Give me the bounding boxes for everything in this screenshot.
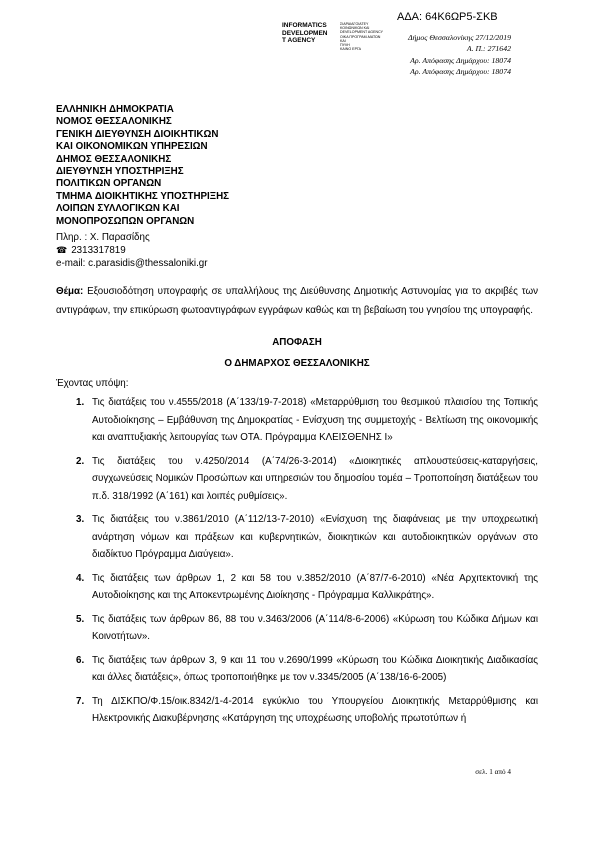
- list-item: [56, 453, 538, 506]
- list-item: [56, 511, 538, 564]
- item-text: Τις διατάξεις των άρθρων 3, 9 και 11 του ν.2690/1999 «Κύρωση του Κώδικα Διοικητικής Διαδικασίας και άλλες διατάξεις», όπως τροποποιήθηκε με τον ν.3345/2005 (Α΄138/16-6-2005): [92, 654, 538, 683]
- item-text: Τις διατάξεις του ν.4555/2018 (Α΄133/19-7-2018) «Μεταρρύθμιση του θεσμικού πλαισίου της Τοπικής Αυτοδιοίκησης – Εμβάθυνση της Δημοκρατίας - Ενίσχυση της συμμετοχής - Βελτίωση της οικονομικής και αναπτυξιακής λειτουργίας των ΟΤΑ. Πρόγραμμα ΚΛΕΙΣΘΕΝΗΣ Ι»: [92, 397, 538, 443]
- document-meta: [408, 32, 511, 78]
- list-item: [56, 652, 538, 687]
- page-number: σελ. 1 από 4: [475, 768, 511, 776]
- item-text: Τις διατάξεις των άρθρων 1, 2 και 58 του ν.3852/2010 (Α΄87/7-6-2010) «Νέα Αρχιτεκτονική της Αυτοδιοίκησης και της Αποκεντρωμένης Διοίκησης - Πρόγραμμα Καλλικράτης».: [92, 572, 538, 601]
- issuer-line: ΔΗΜΟΣ ΘΕΣΣΑΛΟΝΙΚΗΣ: [56, 153, 172, 165]
- item-text: Τις διατάξεις του ν.4250/2014 (Α΄74/26-3-2014) «Διοικητικές απλουστεύσεις-καταργήσεις, συγχωνεύσεις Νομικών Προσώπων και υπηρεσιών του δημοσίου τομέα – Τροποποίηση διατάξεων του π.δ. 318/1992 (Α΄161) και λοιπές ρυθμίσεις».: [92, 455, 538, 502]
- logo-small-line: ΚΑΙ: [340, 38, 346, 43]
- item-number: 3.: [76, 514, 85, 525]
- contact-block: [56, 232, 208, 270]
- logo-small-line: ΠΥΛΗ: [340, 43, 350, 48]
- list-item: [56, 570, 538, 605]
- issuer-line: ΜΟΝΟΠΡΟΣΩΠΩΝ ΟΡΓΑΝΩΝ: [56, 215, 195, 227]
- phone-number: 2313317819: [71, 245, 126, 257]
- phone-icon: ☎: [56, 245, 68, 256]
- subject-text: Εξουσιοδότηση υπογραφής σε υπαλλήλους της Διεύθυνσης Δημοτικής Αστυνομίας για το ακριβές των αντιγράφων, την επικύρωση φωτοαντιγράφων εγγράφων καθώς και τη βεβαίωση του γνησίου της υπογραφής.: [56, 286, 538, 316]
- having-considered: Έχοντας υπόψη:: [56, 378, 129, 389]
- contact-phone: [56, 244, 208, 257]
- item-text: Τις διατάξεις του ν.3861/2010 (Α΄112/13-7-2010) «Ενίσχυση της διαφάνειας με την υποχρεωτική ανάρτηση νόμων και πράξεων και κυβερνητικών, διοικητικών και αυτοδιοικητικών οργάνων στο διαδίκτυο Πρόγραμμα Διαύγεια».: [92, 514, 538, 560]
- list-item: [56, 394, 538, 447]
- issuer-block: [56, 104, 229, 228]
- contact-email: e-mail: c.parasidis@thessaloniki.gr: [56, 257, 208, 269]
- logo-small-line: ΟΙΚΑ ΠΡΟΓΡΑΜ-ΜΑΤΩΝ: [340, 34, 381, 39]
- meta-decision-number: Αρ. Απόφασης Δημάρχου: 18074: [410, 67, 511, 77]
- logo-small-line: DEVELOPMENT AGENCY: [340, 30, 384, 35]
- logo-small-line: ΣΙΑΡΑΙΑΓΟΙΑΤΕΥ: [340, 22, 369, 26]
- logo-line: INFORMATICS: [282, 22, 327, 29]
- considerations-list: [56, 394, 538, 734]
- subject-paragraph: [56, 282, 538, 320]
- agency-logo: [282, 22, 328, 45]
- item-number: 7.: [76, 695, 85, 707]
- list-item: [56, 611, 538, 646]
- logo-small-line: ΚΟΙΝΩΝΙΚΩΝ ΚΑΙ: [340, 26, 370, 31]
- logo-small-text: [340, 22, 386, 51]
- list-item: [56, 693, 538, 728]
- item-text: Τη ΔΙΣΚΠΟ/Φ.15/οικ.8342/1-4-2014 εγκύκλιο του Υπουργείου Διοικητικής Μεταρρύθμισης και Ηλεκτρονικής Διακυβέρνησης «Κατάργηση της υποχρέωσης υποβολής πρωτοτύπων ή: [92, 695, 538, 724]
- issuer-line: ΠΟΛΙΤΙΚΩΝ ΟΡΓΑΝΩΝ: [56, 178, 162, 190]
- decision-title: ΑΠΟΦΑΣΗ: [272, 337, 322, 348]
- issuer-line: ΝΟΜΟΣ ΘΕΣΣΑΛΟΝΙΚΗΣ: [56, 116, 172, 128]
- logo-line: T AGENCY: [282, 37, 316, 45]
- issuer-line: ΛΟΙΠΩΝ ΣΥΛΛΟΓΙΚΩΝ ΚΑΙ: [56, 203, 180, 215]
- mayor-title: Ο ΔΗΜΑΡΧΟΣ ΘΕΣΣΑΛΟΝΙΚΗΣ: [224, 358, 370, 369]
- issuer-line: ΕΛΛΗΝΙΚΗ ΔΗΜΟΚΡΑΤΙΑ: [56, 104, 174, 115]
- issuer-line: ΚΑΙ ΟΙΚΟΝΟΜΙΚΩΝ ΥΠΗΡΕΣΙΩΝ: [56, 141, 208, 153]
- issuer-line: ΔΙΕΥΘΥΝΣΗ ΥΠΟΣΤΗΡΙΞΗΣ: [56, 166, 184, 178]
- item-text: Τις διατάξεις των άρθρων 86, 88 του ν.3463/2006 (Α΄114/8-6-2006) «Κύρωση του Κώδικα Δήμων και Κοινοτήτων».: [92, 613, 538, 642]
- contact-info: Πληρ. : Χ. Παρασίδης: [56, 232, 150, 243]
- logo-small-line: ΚΑΙΝΟ ΕΡΓΑ: [340, 47, 362, 52]
- item-number: 4.: [76, 572, 85, 584]
- item-number: 2.: [76, 455, 85, 467]
- issuer-line: ΤΜΗΜΑ ΔΙΟΙΚΗΤΙΚΗΣ ΥΠΟΣΤΗΡΙΞΗΣ: [56, 190, 230, 202]
- item-number: 1.: [76, 397, 85, 408]
- issuer-line: ΓΕΝΙΚΗ ΔΙΕΥΘΥΝΣΗ ΔΙΟΙΚΗΤΙΚΩΝ: [56, 128, 219, 140]
- meta-decision-number: Αρ. Απόφασης Δημάρχου: 18074: [410, 55, 511, 65]
- subject-label: Θέμα:: [56, 286, 84, 297]
- ada-code: ΑΔΑ: 64Κ6ΩΡ5-ΣΚΒ: [397, 11, 498, 23]
- meta-protocol: Α. Π.: 271642: [466, 44, 511, 54]
- item-number: 6.: [76, 654, 85, 666]
- meta-date: Δήμος Θεσσαλονίκης 27/12/2019: [407, 33, 511, 42]
- logo-line: DEVELOPMEN: [282, 29, 328, 37]
- item-number: 5.: [76, 613, 85, 625]
